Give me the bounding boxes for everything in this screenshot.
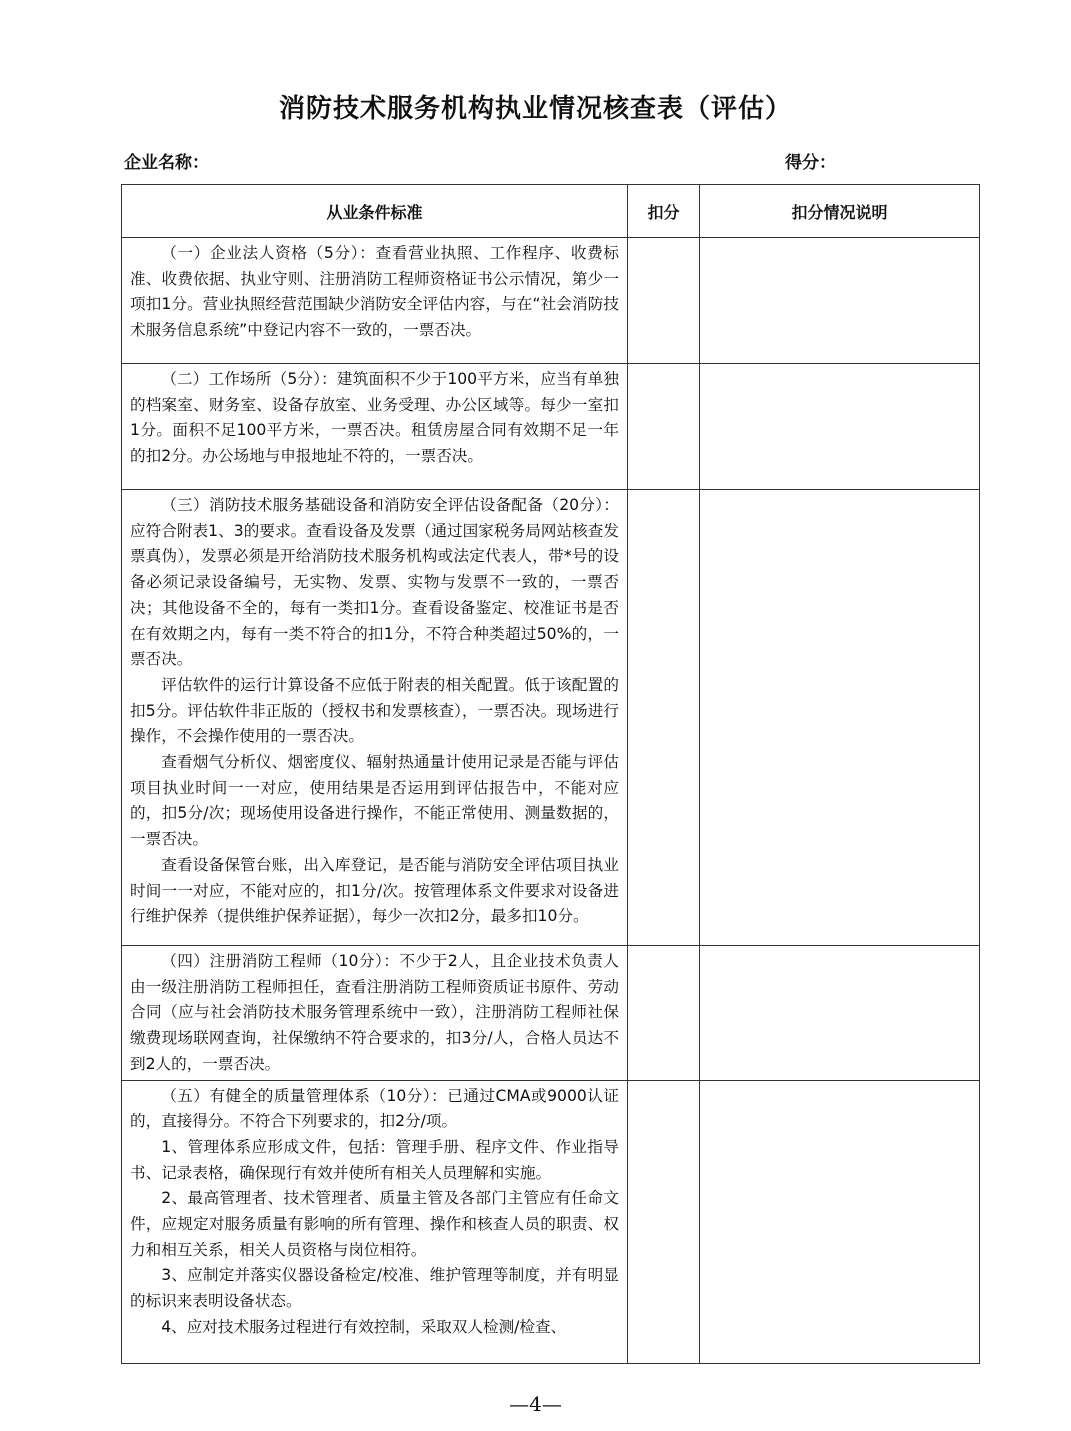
review-table bbox=[121, 184, 980, 1364]
standard-paragraph: 查看设备保管台账，出入库登记，是否能与消防安全评估项目执业时间一一对应，不能对应的，扣1分/次。按管理体系文件要求对设备进行维护保养（提供维护保养证据），每少一次扣2分，最多扣10分。 bbox=[130, 855, 619, 926]
standard-paragraph: （三）消防技术服务基础设备和消防安全评估设备配备（20分）：应符合附表1、3的要求。查看设备及发票（通过国家税务局网站核查发票真伪），发票必须是开给消防技术服务机构或法定代表人，带*号的设备必须记录设备编号，无实物、发票、实物与发票不一致的，一票否决；其他设备不全的，每有一类扣1分。查看设备鉴定、校准证书是否在有效期之内，每有一类不符合的扣1分，不符合种类超过50%的，一票否决。 bbox=[130, 496, 619, 669]
page-number: —4— bbox=[509, 1392, 562, 1416]
explanation-cell[interactable] bbox=[700, 946, 980, 1081]
standard-cell bbox=[122, 238, 628, 364]
deduction-cell[interactable] bbox=[628, 364, 700, 490]
explanation-cell[interactable] bbox=[700, 364, 980, 490]
standard-cell bbox=[122, 1080, 628, 1363]
standard-cell bbox=[122, 364, 628, 490]
page-title: 消防技术服务机构执业情况核查表（评估） bbox=[278, 94, 792, 124]
table-row bbox=[122, 364, 980, 490]
standard-paragraph: 查看烟气分析仪、烟密度仪、辐射热通量计使用记录是否能与评估项目执业时间一一对应，使用结果是否运用到评估报告中，不能对应的，扣5分/次；现场使用设备进行操作，不能正常使用、测量数据的，一票否决。 bbox=[130, 753, 619, 849]
deduction-cell[interactable] bbox=[628, 238, 700, 364]
explanation-cell[interactable] bbox=[700, 490, 980, 946]
table-row bbox=[122, 238, 980, 364]
standard-paragraph: （一）企业法人资格（5分）：查看营业执照、工作程序、收费标准、收费依据、执业守则、注册消防工程师资格证书公示情况，第少一项扣1分。营业执照经营范围缺少消防安全评估内容，与在“社会消防技术服务信息系统”中登记内容不一致的，一票否决。 bbox=[130, 244, 619, 340]
standard-cell bbox=[122, 490, 628, 946]
deduction-cell[interactable] bbox=[628, 946, 700, 1081]
header-standard: 从业条件标准 bbox=[122, 185, 628, 238]
table-row bbox=[122, 946, 980, 1081]
company-name-label: 企业名称： bbox=[124, 153, 209, 173]
standard-paragraph: 4、应对技术服务过程进行有效控制，采取双人检测/检查、 bbox=[161, 1317, 567, 1336]
deduction-cell[interactable] bbox=[628, 490, 700, 946]
table-header-row bbox=[122, 185, 980, 238]
standard-paragraph: 评估软件的运行计算设备不应低于附表的相关配置。低于该配置的扣5分。评估软件非正版的（授权书和发票核查），一票否决。现场进行操作，不会操作使用的一票否决。 bbox=[130, 675, 619, 746]
header-explanation: 扣分情况说明 bbox=[700, 185, 980, 238]
standard-paragraph: 2、最高管理者、技术管理者、质量主管及各部门主管应有任命文件，应规定对服务质量有影响的所有管理、操作和核查人员的职责、权力和相互关系，相关人员资格与岗位相符。 bbox=[130, 1189, 619, 1259]
standard-paragraph: （五）有健全的质量管理体系（10分）：已通过CMA或9000认证的，直接得分。不符合下列要求的，扣2分/项。 bbox=[130, 1086, 619, 1131]
standard-paragraph: 1、管理体系应形成文件，包括：管理手册、程序文件、作业指导书、记录表格，确保现行有效并使所有相关人员理解和实施。 bbox=[130, 1137, 619, 1182]
standard-paragraph: 3、应制定并落实仪器设备检定/校准、维护管理等制度，并有明显的标识来表明设备状态。 bbox=[130, 1266, 619, 1311]
explanation-cell[interactable] bbox=[700, 238, 980, 364]
standard-cell bbox=[122, 946, 628, 1081]
explanation-cell[interactable] bbox=[700, 1080, 980, 1363]
deduction-cell[interactable] bbox=[628, 1080, 700, 1363]
standard-paragraph: （四）注册消防工程师（10分）：不少于2人，且企业技术负责人由一级注册消防工程师担任，查看注册消防工程师资质证书原件、劳动合同（应与社会消防技术服务管理系统中一致），注册消防工程师社保缴费现场联网查询，社保缴纳不符合要求的，扣3分/人，合格人员达不到2人的，一票否决。 bbox=[130, 952, 619, 1073]
table-row bbox=[122, 1080, 980, 1363]
score-label: 得分： bbox=[785, 153, 836, 173]
standard-paragraph: （二）工作场所（5分）：建筑面积不少于100平方米，应当有单独的档案室、财务室、设备存放室、业务受理、办公区域等。每少一室扣1分。面积不足100平方米，一票否决。租赁房屋合同有效期不足一年的扣2分。办公场地与申报地址不符的，一票否决。 bbox=[130, 370, 619, 466]
header-deduction: 扣分 bbox=[628, 185, 700, 238]
table-row bbox=[122, 490, 980, 946]
